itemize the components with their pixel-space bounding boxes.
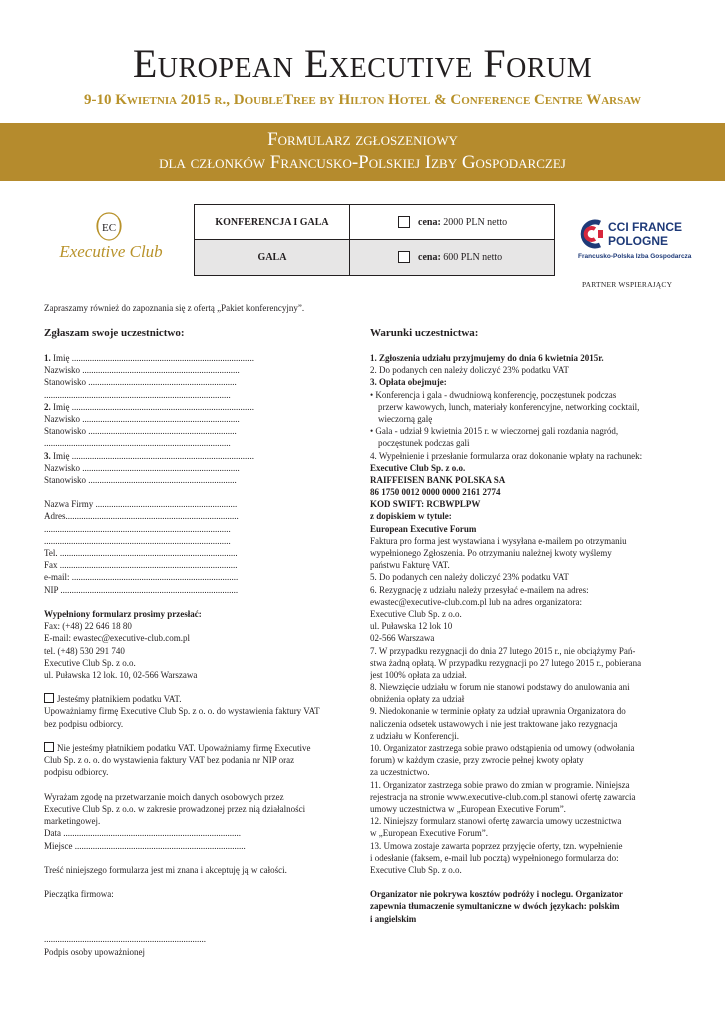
participant-2-position-field[interactable]: Stanowisko .................................................................. bbox=[44, 426, 237, 437]
bank-company: Executive Club Sp. z o.o. bbox=[370, 462, 466, 473]
blank-field[interactable]: ................................................................................... bbox=[44, 438, 231, 449]
vat-payer-checkbox[interactable] bbox=[44, 693, 54, 703]
ec-badge-text: EC bbox=[101, 222, 117, 234]
price-label: cena: bbox=[418, 217, 441, 228]
term-line: rejestracja na stronie www.executive-club.com.pl stanowi ofertę zawarcia bbox=[370, 791, 636, 802]
invite-text: Zapraszamy również do zapoznania się z ofertą „Pakiet konferencyjny”. bbox=[44, 303, 305, 313]
bank-account: 86 1750 0012 0000 0000 2161 2774 bbox=[370, 487, 501, 498]
address-field[interactable]: Adres............................................................................. bbox=[44, 511, 239, 522]
registration-column bbox=[44, 327, 356, 958]
signature-field[interactable]: ........................................................................ bbox=[44, 934, 206, 945]
term-line: 4. Wypełnienie i przesłanie formularza oraz dokonanie wpłaty na rachunek: bbox=[370, 450, 643, 461]
term-line: państwu Fakturę VAT. bbox=[370, 560, 450, 571]
term-line: 11. Organizator zastrzega sobie prawo do zmian w programie. Niniejsza bbox=[370, 779, 630, 790]
acceptance-text: Treść niniejszego formularza jest mi znana i akceptuję ją w całości. bbox=[44, 864, 287, 875]
price-amount: 2000 PLN netto bbox=[443, 217, 508, 228]
fax-field[interactable]: Fax ............................................................................... bbox=[44, 560, 238, 571]
term-line bbox=[370, 352, 690, 364]
terms-footer: zapewnia tłumaczenie symultaniczne w dwóch językach: polskim bbox=[370, 901, 620, 912]
price-row-gala bbox=[195, 240, 554, 275]
address-line-2-field[interactable]: ................................................................................... bbox=[44, 523, 231, 534]
participant-number: 1. bbox=[44, 353, 51, 363]
price-value bbox=[418, 205, 507, 240]
field-dots: Imię ................................................................................. bbox=[50, 450, 254, 461]
participant-3-name-field[interactable] bbox=[44, 450, 356, 462]
bank-swift: KOD SWIFT: RCBWPLPW bbox=[370, 499, 481, 510]
term-line: jest 100% opłata za udział. bbox=[370, 669, 467, 680]
term-line: obniżenia opłaty za udział bbox=[370, 694, 465, 705]
vat-payer-label: Jesteśmy płatnikiem podatku VAT. bbox=[57, 694, 182, 705]
term-line: 13. Umowa zostaje zawarta poprzez przyjęcie oferty, tzn. wypełnienie bbox=[370, 840, 623, 851]
participant-number: 2. bbox=[44, 401, 51, 412]
term-line: za uczestnictwo. bbox=[370, 767, 430, 778]
term-line: ewastec@executive-club.com.pl lub na adres organizatora: bbox=[370, 596, 583, 607]
term-line: 2. Do podanych cen należy doliczyć 23% podatku VAT bbox=[370, 365, 569, 376]
term-line: ul. Puławska 12 lok 10 bbox=[370, 621, 453, 632]
gala-checkbox[interactable] bbox=[398, 251, 410, 263]
participant-1-extra-field[interactable]: ................................................................................... bbox=[44, 389, 231, 400]
consent-text: Executive Club Sp. z o.o. w zakresie prowadzonej przez nią działalności bbox=[44, 803, 306, 814]
company-name-field[interactable]: Nazwa Firmy ............................................................... bbox=[44, 499, 238, 510]
terms-column bbox=[370, 327, 690, 925]
partner-label: PARTNER WSPIERAJĄCY bbox=[582, 280, 673, 289]
bank-title-note: z dopiskiem w tytule: bbox=[370, 511, 452, 522]
ec-badge-icon bbox=[92, 210, 126, 244]
event-subtitle: 9-10 Kwietnia 2015 r., DoubleTree by Hilton Hotel & Conference Centre Warsaw bbox=[84, 92, 641, 108]
conference-checkbox[interactable] bbox=[398, 216, 410, 228]
price-value bbox=[418, 240, 502, 275]
term-line: 6. Rezygnację z udziału należy przesyłać e-mailem na adres: bbox=[370, 584, 589, 595]
executive-club-logo bbox=[52, 210, 170, 270]
nip-field[interactable]: NIP ............................................................................... bbox=[44, 584, 239, 595]
cci-line-2: POLOGNE bbox=[608, 234, 669, 248]
email-field[interactable]: e-mail: .......................................................................... bbox=[44, 572, 239, 583]
price-label: cena: bbox=[418, 252, 441, 263]
term-line: naliczenia odsetek ustawowych i nie jest traktowane jako rezygnacja bbox=[370, 718, 618, 729]
send-company: Executive Club Sp. z o.o. bbox=[44, 657, 136, 668]
term-line: 8. Niewzięcie udziału w forum nie stanowi podstawy do anulowania ani bbox=[370, 682, 630, 693]
terms-footer: Organizator nie pokrywa kosztów podróży i noclegu. Organizator bbox=[370, 889, 623, 900]
bank-name: RAIFFEISEN BANK POLSKA SA bbox=[370, 474, 506, 485]
send-address: ul. Puławska 12 lok. 10, 02-566 Warszawa bbox=[44, 669, 198, 680]
consent-text: Wyrażam zgodę na przetwarzanie moich danych osobowych przez bbox=[44, 791, 284, 802]
vat-payer-option[interactable] bbox=[44, 693, 356, 705]
term-line: w „European Executive Forum”. bbox=[370, 828, 488, 839]
term-line: umowy uczestnictwa w „European Executive Forum”. bbox=[370, 803, 566, 814]
price-table bbox=[194, 204, 555, 276]
place-field[interactable]: Miejsce ............................................................................ bbox=[44, 840, 246, 851]
phone-field[interactable]: Tel. ............................................................................... bbox=[44, 548, 238, 558]
banner-line-2: dla członków Francusko-Polskiej Izby Gospodarczej bbox=[159, 152, 566, 173]
company-stamp-label: Pieczątka firmowa: bbox=[44, 889, 114, 900]
consent-text: marketingowej. bbox=[44, 816, 101, 827]
term-line: poczęstunek podczas gali bbox=[378, 438, 470, 449]
term-line: 9. Niedokonanie w terminie opłaty za udział uprawnia Organizatora do bbox=[370, 706, 626, 717]
vat-payer-text: Upoważniamy firmę Executive Club Sp. z o. o. do wystawienia faktury VAT bbox=[44, 706, 320, 717]
terms-footer: i angielskim bbox=[370, 913, 417, 924]
cci-france-pologne-logo bbox=[578, 215, 692, 265]
price-amount: 600 PLN netto bbox=[443, 252, 503, 263]
term-line: Executive Club Sp. z o.o. bbox=[370, 608, 462, 619]
ec-script-text: Executive Club bbox=[59, 242, 163, 261]
price-row-conference bbox=[195, 205, 554, 240]
term-line: forum) w każdym czasie, przy zwrocie pełnej kwoty opłaty bbox=[370, 755, 584, 766]
non-vat-payer-checkbox[interactable] bbox=[44, 742, 54, 752]
vat-payer-text: bez podpisu odbiorcy. bbox=[44, 718, 124, 729]
participant-1-name-field[interactable] bbox=[44, 352, 356, 364]
banner-line-1: Formularz zgłoszeniowy bbox=[267, 129, 458, 150]
term-line: 7. W przypadku rezygnacji do dnia 27 lutego 2015 r., nie obciążymy Pań- bbox=[370, 645, 636, 656]
send-email: E-mail: ewastec@executive-club.com.pl bbox=[44, 633, 190, 644]
non-vat-payer-text: podpisu odbiorcy. bbox=[44, 767, 109, 778]
participant-3-surname-field[interactable]: Nazwisko ...................................................................... bbox=[44, 462, 240, 473]
field-dots: Imię ................................................................................. bbox=[50, 401, 254, 412]
non-vat-payer-label: Nie jesteśmy płatnikiem podatku VAT. Upoważniamy firmę Executive bbox=[57, 743, 311, 753]
form-banner bbox=[0, 123, 725, 181]
non-vat-payer-option[interactable] bbox=[44, 742, 356, 754]
date-field[interactable]: Data ............................................................................... bbox=[44, 828, 241, 839]
term-line: wypełnionego Zgłoszenia. Po otrzymaniu należnej kwoty wyślemy bbox=[370, 548, 612, 558]
term-line: Faktura pro forma jest wystawiana i wysyłana e-mailem po otrzymaniu bbox=[370, 535, 627, 546]
participant-number: 3. bbox=[44, 450, 51, 461]
price-option-name: KONFERENCJA I GALA bbox=[195, 205, 350, 240]
term-line: 02-566 Warszawa bbox=[370, 633, 435, 644]
terms-heading: Warunki uczestnictwa: bbox=[370, 327, 479, 339]
participant-3-position-field[interactable]: Stanowisko .................................................................. bbox=[44, 474, 237, 485]
term-line: i odesłanie (faksem, e-mail lub pocztą) wypełnionego formularza do: bbox=[370, 852, 619, 863]
cci-line-3: Francusko-Polska Izba Gospodarcza bbox=[578, 253, 692, 260]
participant-1-position-field[interactable]: Stanowisko .................................................................. bbox=[44, 377, 237, 388]
price-option-name: GALA bbox=[195, 240, 350, 275]
bank-title: European Executive Forum bbox=[370, 523, 477, 534]
cci-mark-icon bbox=[578, 218, 606, 250]
send-phone: tel. (+48) 530 291 740 bbox=[44, 645, 125, 656]
participant-2-name-field[interactable] bbox=[44, 401, 356, 413]
participant-1-surname-field[interactable]: Nazwisko ...................................................................... bbox=[44, 365, 240, 376]
term-line: 10. Organizator zastrzega sobie prawo odstąpienia od umowy (odwołania bbox=[370, 743, 635, 753]
send-fax: Fax: (+48) 22 646 18 80 bbox=[44, 621, 132, 632]
term-line: wieczorną galę bbox=[378, 413, 433, 424]
participant-2-surname-field[interactable]: Nazwisko ...................................................................... bbox=[44, 413, 240, 424]
term-line: • Gala - udział 9 kwietnia 2015 r. w wieczornej gali rozdania nagród, bbox=[370, 426, 619, 437]
signature-label: Podpis osoby upoważnionej bbox=[44, 946, 145, 957]
term-line: 3. Opłata obejmuje: bbox=[370, 377, 447, 388]
page-title: European Executive Forum bbox=[132, 41, 593, 86]
term-text: 1. Zgłoszenia udziału przyjmujemy do dnia 6 kwietnia 2015r. bbox=[370, 353, 604, 363]
non-vat-payer-text: Club Sp. z o. o. do wystawienia faktury VAT bez podania nr NIP oraz bbox=[44, 755, 295, 766]
term-line: stwa żadną opłatą. W przypadku rezygnacji po 27 lutego 2015 r., pobierana bbox=[370, 657, 642, 668]
term-line: z udziału w Konferencji. bbox=[370, 730, 459, 741]
term-line: Executive Club Sp. z o.o. bbox=[370, 864, 462, 875]
cci-line-1: CCI FRANCE bbox=[608, 220, 682, 234]
term-line: 5. Do podanych cen należy doliczyć 23% podatku VAT bbox=[370, 572, 569, 583]
registration-heading: Zgłaszam swoje uczestnictwo: bbox=[44, 327, 185, 339]
term-line: 12. Niniejszy formularz stanowi ofertę zawarcia umowy uczestnictwa bbox=[370, 816, 622, 827]
term-line: przerw kawowych, lunch, materiały konferencyjne, networking cocktail, bbox=[378, 401, 640, 412]
field-dots: Imię ................................................................................. bbox=[50, 353, 254, 363]
term-line: • Konferencja i gala - dwudniową konferencję, poczęstunek podczas bbox=[370, 389, 617, 400]
address-line-3-field[interactable]: ................................................................................... bbox=[44, 535, 231, 546]
send-heading: Wypełniony formularz prosimy przesłać: bbox=[44, 608, 202, 619]
